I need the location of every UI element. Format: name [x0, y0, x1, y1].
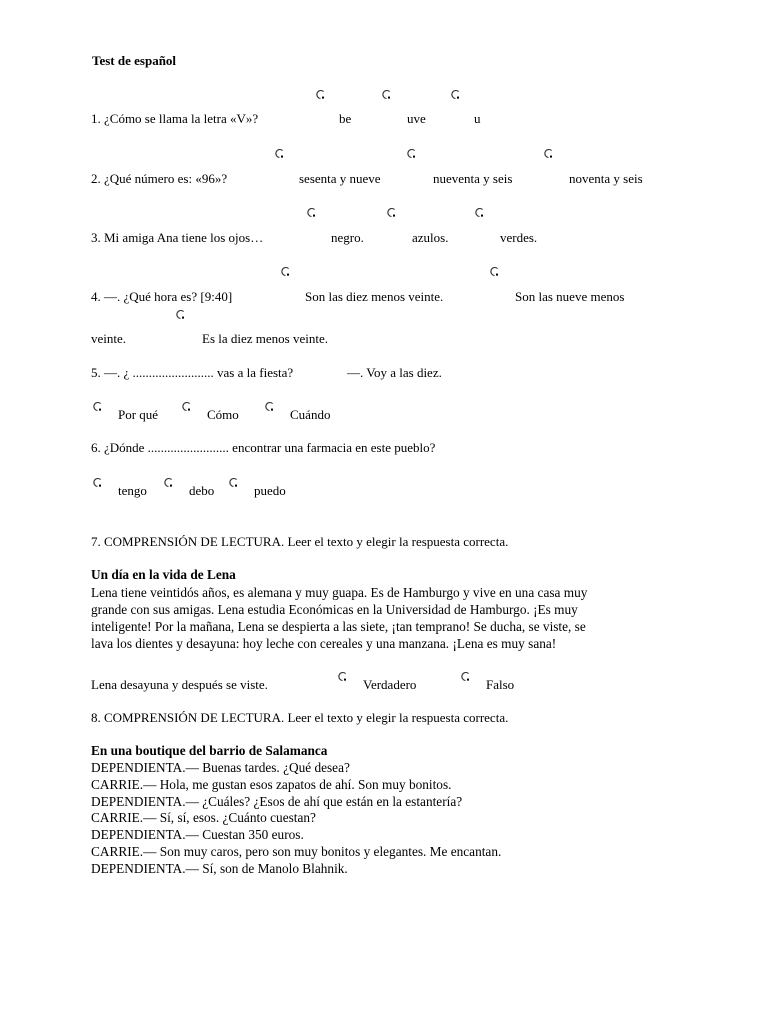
q8-heading: 8. COMPRENSIÓN DE LECTURA. Leer el texto y elegir la respuesta correcta. — [91, 710, 509, 725]
radio-icon — [175, 309, 186, 320]
q1-option-2-label: uve — [407, 111, 426, 126]
q3-option-2-radio[interactable] — [386, 207, 397, 218]
radio-icon — [543, 148, 554, 159]
q3-question: 3. Mi amiga Ana tiene los ojos… — [91, 230, 264, 245]
q5-question: 5. —. ¿ ......................... vas a la fiesta? — [91, 365, 294, 380]
q5-option-1-label: Por qué — [118, 407, 159, 422]
q4-option-1-label: Son las diez menos veinte. — [305, 289, 444, 304]
q4-option-3-label: Es la diez menos veinte. — [202, 331, 328, 346]
q7-story-line: grande con sus amigas. Lena estudia Económicas en la Universidad de Hamburgo. ¡Es muy — [91, 602, 578, 617]
q8-dialogue-line: DEPENDIENTA.— Buenas tardes. ¿Qué desea? — [91, 760, 350, 775]
q4-option-2-radio[interactable] — [489, 266, 500, 277]
q6-option-3-label: puedo — [254, 483, 286, 498]
q7-story-title: Un día en la vida de Lena — [91, 567, 236, 582]
q7-story-line: Lena tiene veintidós años, es alemana y muy guapa. Es de Hamburgo y vive en una casa muy — [91, 585, 588, 600]
q3-option-2-label: azulos. — [412, 230, 449, 245]
radio-icon — [306, 207, 317, 218]
page-title: Test de español — [92, 53, 177, 68]
q8-dialogue-line: DEPENDIENTA.— Cuestan 350 euros. — [91, 827, 304, 842]
q3-option-1-label: negro. — [331, 230, 364, 245]
q6-question: 6. ¿Dónde ......................... encontrar una farmacia en este pueblo? — [91, 440, 436, 455]
q6-option-2-radio[interactable] — [163, 477, 174, 488]
q6-option-3-radio[interactable] — [228, 477, 239, 488]
q4-option-1-radio[interactable] — [280, 266, 291, 277]
q1-option-3-label: u — [474, 111, 481, 126]
q8-dialogue-line: DEPENDIENTA.— Sí, son de Manolo Blahnik. — [91, 861, 348, 876]
q7-story-line: lava los dientes y desayuna: hoy leche con cereales y una manzana. ¡Lena es muy sana! — [91, 636, 557, 651]
q6-option-2-label: debo — [189, 483, 215, 498]
q2-option-1-radio[interactable] — [274, 148, 285, 159]
q3-option-1-radio[interactable] — [306, 207, 317, 218]
q2-option-3-radio[interactable] — [543, 148, 554, 159]
q4-question: 4. —. ¿Qué hora es? [9:40] — [91, 289, 233, 304]
q8-dialogue-line: DEPENDIENTA.— ¿Cuáles? ¿Esos de ahí que están en la estantería? — [91, 794, 463, 809]
q2-option-2-label: nueventa y seis — [433, 171, 513, 186]
q1-option-1-label: be — [339, 111, 352, 126]
radio-icon — [386, 207, 397, 218]
q6-option-1-label: tengo — [118, 483, 147, 498]
q7-heading: 7. COMPRENSIÓN DE LECTURA. Leer el texto y elegir la respuesta correcta. — [91, 534, 509, 549]
q4-option-2-label: Son las nueve menos — [515, 289, 625, 304]
q2-option-3-label: noventa y seis — [569, 171, 643, 186]
radio-icon — [181, 401, 192, 412]
q7-statement: Lena desayuna y después se viste. — [91, 677, 268, 692]
radio-icon — [163, 477, 174, 488]
q4-option-3-radio[interactable] — [175, 309, 186, 320]
q7-story-line: inteligente! Por la mañana, Lena se despierta a las siete, ¡tan temprano! Se ducha, se viste, se — [91, 619, 586, 634]
q5-option-3-radio[interactable] — [264, 401, 275, 412]
q2-option-2-radio[interactable] — [406, 148, 417, 159]
q3-option-3-label: verdes. — [500, 230, 538, 245]
q7-option-true-radio[interactable] — [337, 671, 348, 682]
q8-dialogue-line: CARRIE.— Sí, sí, esos. ¿Cuánto cuestan? — [91, 810, 316, 825]
q1-option-1-radio[interactable] — [315, 89, 326, 100]
q1-option-2-radio[interactable] — [381, 89, 392, 100]
q8-story-title: En una boutique del barrio de Salamanca — [91, 743, 328, 758]
q8-dialogue-line: CARRIE.— Hola, me gustan esos zapatos de ahí. Son muy bonitos. — [91, 777, 452, 792]
q4-option-2-label-cont: veinte. — [91, 331, 127, 346]
q3-option-3-radio[interactable] — [474, 207, 485, 218]
radio-icon — [92, 477, 103, 488]
radio-icon — [337, 671, 348, 682]
radio-icon — [381, 89, 392, 100]
q2-question: 2. ¿Qué número es: «96»? — [91, 171, 228, 186]
q1-option-3-radio[interactable] — [450, 89, 461, 100]
radio-icon — [228, 477, 239, 488]
q7-option-true-label: Verdadero — [363, 677, 417, 692]
radio-icon — [92, 401, 103, 412]
q2-option-1-label: sesenta y nueve — [299, 171, 381, 186]
q7-story-text — [91, 584, 651, 652]
radio-icon — [406, 148, 417, 159]
q5-option-1-radio[interactable] — [92, 401, 103, 412]
radio-icon — [489, 266, 500, 277]
radio-icon — [474, 207, 485, 218]
radio-icon — [460, 671, 471, 682]
radio-icon — [264, 401, 275, 412]
radio-icon — [450, 89, 461, 100]
q7-option-false-label: Falso — [486, 677, 515, 692]
q5-option-3-label: Cuándo — [290, 407, 331, 422]
radio-icon — [274, 148, 285, 159]
q5-answer: —. Voy a las diez. — [347, 365, 442, 380]
q5-option-2-radio[interactable] — [181, 401, 192, 412]
q5-option-2-label: Cómo — [207, 407, 239, 422]
q7-option-false-radio[interactable] — [460, 671, 471, 682]
q1-question: 1. ¿Cómo se llama la letra «V»? — [91, 111, 259, 126]
radio-icon — [280, 266, 291, 277]
q8-dialogue-line: CARRIE.— Son muy caros, pero son muy bonitos y elegantes. Me encantan. — [91, 844, 502, 859]
q6-option-1-radio[interactable] — [92, 477, 103, 488]
radio-icon — [315, 89, 326, 100]
